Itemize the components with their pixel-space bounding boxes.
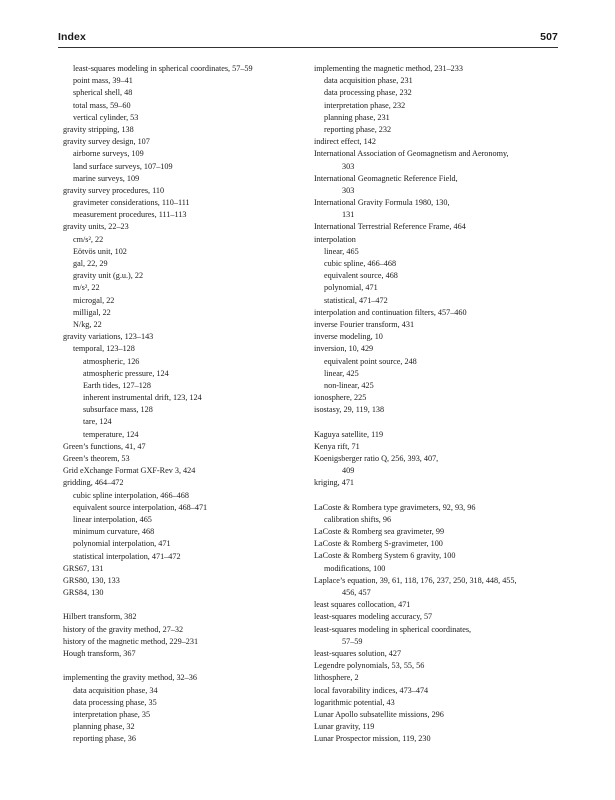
index-entry: Lunar gravity, 119 [314,722,375,732]
index-subentry: Eötvös unit, 102 [73,246,127,256]
index-entry: Grid eXchange Format GXF-Rev 3, 424 [63,466,196,476]
index-entry: least-squares modeling in spherical coordinates, [314,624,472,634]
index-subentry: atmospheric, 126 [83,356,140,366]
index-entry: local favorability indices, 473–474 [314,685,429,695]
index-entry: isostasy, 29, 119, 138 [314,405,385,415]
index-entry: implementing the gravity method, 32–36 [63,673,197,683]
index-entry: gravity units, 22–23 [63,222,129,232]
index-entry: lithosphere, 2 [314,673,359,683]
index-subentry: data acquisition phase, 34 [73,685,158,695]
index-subentry: interpretation phase, 232 [324,100,406,110]
index-entry: GRS84, 130 [63,588,104,598]
index-subentry: polynomial interpolation, 471 [73,539,171,549]
index-entry: history of the gravity method, 27–32 [63,624,184,634]
index-entry: Green’s theorem, 53 [63,454,130,463]
index-subentry: least-squares modeling in spherical coordinates, 57–59 [73,64,253,73]
index-subentry: measurement procedures, 111–113 [73,210,187,220]
index-entry-continuation: 131 [342,210,355,220]
index-subentry: equivalent source, 468 [324,271,398,281]
index-subentry: marine surveys, 109 [73,173,140,183]
index-subentry: total mass, 59–60 [73,100,131,110]
index-entry: indirect effect, 142 [314,137,376,147]
index-subentry: cubic spline, 466–468 [324,259,397,268]
index-entry: logarithmic potential, 43 [314,697,395,707]
index-subentry: reporting phase, 36 [73,734,136,744]
index-subentry: interpretation phase, 35 [73,709,151,719]
index-subentry: tare, 124 [83,417,112,427]
index-subentry: gal, 22, 29 [73,259,108,268]
index-entry: LaCoste & Romberg S-gravimeter, 100 [314,539,443,549]
index-entry: LaCoste & Rombera type gravimeters, 92, 93, 96 [314,502,476,512]
index-entry: GRS67, 131 [63,563,104,573]
index-subentry: linear, 425 [324,368,359,378]
index-subentry: statistical, 471–472 [324,295,388,305]
index-subentry: atmospheric pressure, 124 [83,368,169,378]
running-header-title: Index [58,31,86,43]
index-subentry: point mass, 39–41 [73,76,133,86]
index-entry: least-squares solution, 427 [314,648,402,658]
index-entry-continuation: 409 [342,466,355,476]
index-entry: Legendre polynomials, 53, 55, 56 [314,661,425,671]
index-subentry: gravity unit (g.u.), 22 [73,271,144,281]
index-entry: Koenigsberger ratio Q, 256, 393, 407, [314,453,439,463]
index-entry: International Association of Geomagnetism and Aeronomy, [314,149,509,159]
index-subentry: equivalent point source, 248 [324,356,417,366]
index-subentry: temporal, 123–128 [73,344,135,354]
index-subentry: m/s², 22 [73,283,100,293]
index-spacer [63,599,289,611]
index-subentry: planning phase, 32 [73,722,135,732]
index-entry: LaCoste & Romberg sea gravimeter, 99 [314,527,445,537]
index-entry: least squares collocation, 471 [314,600,411,610]
index-subentry: planning phase, 231 [324,112,390,122]
index-entry: Kaguya satellite, 119 [314,429,384,439]
index-entry-continuation: 57–59 [342,636,363,646]
index-entry: ionosphere, 225 [314,393,367,403]
index-subentry: data acquisition phase, 231 [324,76,413,86]
header-rule [58,47,558,48]
index-subentry: cubic spline interpolation, 466–468 [73,490,189,500]
index-subentry: linear interpolation, 465 [73,514,152,524]
index-column-right [314,63,559,745]
index-entry: history of the magnetic method, 229–231 [63,636,199,646]
index-entry: implementing the magnetic method, 231–233 [314,64,463,73]
index-entry: GRS80, 130, 133 [63,575,120,585]
index-subentry: statistical interpolation, 471–472 [73,551,181,561]
index-spacer [63,660,289,672]
index-subentry: modifications, 100 [324,563,386,573]
index-entry: gridding, 464–472 [63,478,124,488]
index-subentry: polynomial, 471 [324,283,378,293]
index-entry: interpolation [314,234,356,244]
index-subentry: Earth tides, 127–128 [83,380,151,390]
index-entry: inverse modeling, 10 [314,332,383,342]
index-subentry: microgal, 22 [73,295,115,305]
index-entry: Lunar Prospector mission, 119, 230 [314,734,431,744]
index-subentry: vertical cylinder, 53 [73,112,139,122]
index-entry: Kenya rift, 71 [314,441,360,451]
index-subentry: temperature, 124 [83,429,139,439]
index-entry: gravity stripping, 138 [63,124,134,134]
index-entry: Lunar Apollo subsatellite missions, 296 [314,709,444,719]
index-entry: International Geomagnetic Reference Field, [314,173,458,183]
index-subentry: cm/s², 22 [73,234,104,244]
index-entry: International Gravity Formula 1980, 130, [314,198,450,208]
index-subentry: spherical shell, 48 [73,88,133,98]
index-subentry: milligal, 22 [73,307,111,317]
page-number: 507 [540,31,558,43]
index-entry: gravity survey design, 107 [63,137,150,147]
index-entry: interpolation and continuation filters, 457–460 [314,307,467,317]
index-subentry: non-linear, 425 [324,380,374,390]
index-entry: Hough transform, 367 [63,648,136,658]
index-entry: least-squares modeling accuracy, 57 [314,612,433,622]
index-subentry: calibration shifts, 96 [324,514,392,524]
index-entry: gravity survey procedures, 110 [63,185,165,195]
index-subentry: gravimeter considerations, 110–111 [73,198,190,208]
index-entry: kriging, 471 [314,478,355,488]
index-entry: inversion, 10, 429 [314,344,374,354]
index-subentry: data processing phase, 232 [324,88,412,98]
index-column-left [63,63,289,745]
index-spacer [314,490,559,502]
index-subentry: minimum curvature, 468 [73,527,155,537]
index-subentry: subsurface mass, 128 [83,405,153,415]
index-entry-continuation: 303 [342,161,355,171]
index-subentry: linear, 465 [324,246,359,256]
index-subentry: data processing phase, 35 [73,697,157,707]
index-subentry: equivalent source interpolation, 468–471 [73,502,208,512]
index-subentry: land surface surveys, 107–109 [73,161,173,171]
index-entry: gravity variations, 123–143 [63,332,154,342]
index-entry: LaCoste & Romberg System 6 gravity, 100 [314,551,456,561]
index-spacer [314,416,559,428]
index-entry: Laplace’s equation, 39, 61, 118, 176, 237, 250, 318, 448, 455, [314,575,517,585]
index-subentry: N/kg, 22 [73,319,102,329]
index-entry: Hilbert transform, 382 [63,612,137,622]
index-subentry: reporting phase, 232 [324,124,392,134]
running-header [58,30,558,46]
index-entry: Green’s functions, 41, 47 [63,441,146,451]
index-subentry: airborne surveys, 109 [73,149,144,159]
index-entry-continuation: 303 [342,185,355,195]
index-entry: International Terrestrial Reference Frame, 464 [314,222,466,232]
index-subentry: inherent instrumental drift, 123, 124 [83,393,202,403]
index-entry-continuation: 456, 457 [342,588,371,598]
index-entry: inverse Fourier transform, 431 [314,319,415,329]
